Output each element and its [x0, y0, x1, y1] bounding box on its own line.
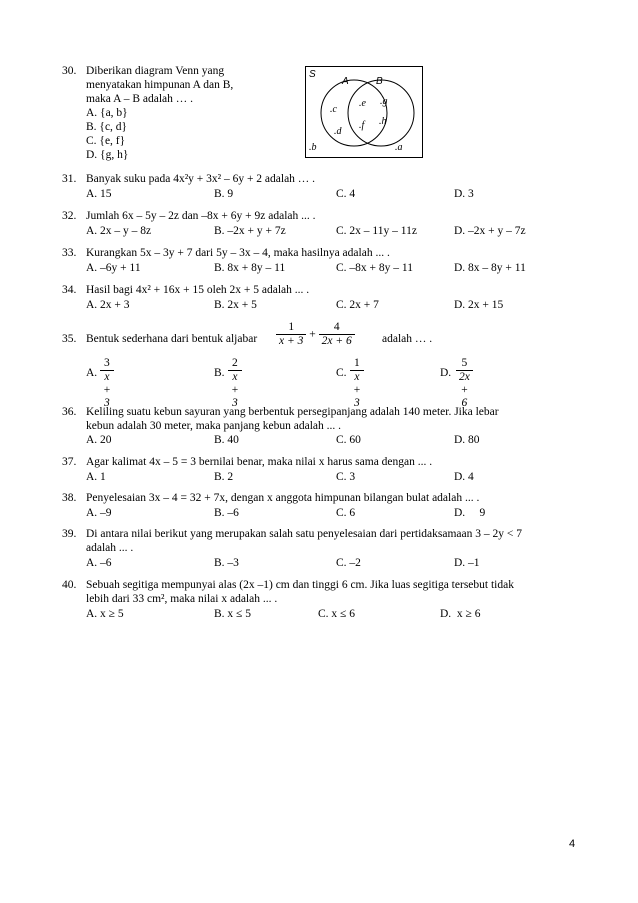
- option-a[interactable]: A. 15: [86, 188, 112, 200]
- question-number: 36.: [62, 406, 77, 418]
- option-b[interactable]: B. 8x + 8y – 11: [214, 262, 286, 274]
- option-a[interactable]: A. {a, b}: [86, 107, 128, 119]
- option-d[interactable]: D. 8x – 8y + 11: [454, 262, 526, 274]
- venn-label-b: B: [376, 76, 383, 87]
- option-b[interactable]: B. {c, d}: [86, 121, 128, 133]
- option-a[interactable]: A. –6y + 11: [86, 262, 141, 274]
- option-c[interactable]: C. 6: [336, 507, 356, 519]
- question-text-line-3: maka A – B adalah … .: [86, 93, 193, 105]
- option-d[interactable]: D. –2x + y – 7z: [454, 225, 526, 237]
- question-number: 35.: [62, 333, 77, 345]
- venn-element-f: .f: [359, 120, 365, 131]
- options: [86, 607, 566, 621]
- question-text-line-2: adalah ... .: [86, 542, 134, 554]
- options: [86, 298, 566, 312]
- option-c[interactable]: C. x ≤ 6: [318, 608, 355, 620]
- option-d[interactable]: D. 80: [454, 434, 480, 446]
- options: [86, 556, 566, 570]
- question-number: 31.: [62, 173, 77, 185]
- question-text-line-1: Sebuah segitiga mempunyai alas (2x –1) cm dan tinggi 6 cm. Jika luas segitiga tersebut tidak: [86, 579, 514, 591]
- options: [86, 187, 566, 201]
- option-b[interactable]: B. x ≤ 5: [214, 608, 251, 620]
- venn-element-g: .g: [380, 96, 388, 107]
- option-a[interactable]: A. –9: [86, 507, 112, 519]
- venn-label-a: A: [342, 76, 349, 87]
- options: [86, 224, 566, 238]
- option-d[interactable]: D. 9: [454, 507, 486, 519]
- option-b[interactable]: B. 9: [214, 188, 234, 200]
- option-d-fraction: $\frac{5}{2x + 6}$: [456, 357, 473, 410]
- option-c[interactable]: C. 2x + 7: [336, 299, 379, 311]
- option-b[interactable]: B. 2x + 5: [214, 299, 257, 311]
- venn-element-h: .h: [379, 116, 387, 127]
- option-a[interactable]: A. x ≥ 5: [86, 608, 124, 620]
- question-text-line-1: Keliling suatu kebun sayuran yang berbentuk persegipanjang adalah 140 meter. Jika lebar: [86, 406, 499, 418]
- venn-label-s: S: [309, 69, 316, 80]
- option-a[interactable]: A. 2x – y – 8z: [86, 225, 152, 237]
- option-c[interactable]: C. –2: [336, 557, 361, 569]
- option-a[interactable]: A. 1: [86, 471, 106, 483]
- question-text-line-2: lebih dari 33 cm², maka nilai x adalah ... .: [86, 593, 278, 605]
- question-35: 35. Bentuk sederhana dari bentuk aljabar $\frac{1}{x + 3}$ + $\frac{4}{2x + 6}$ adalah … . A. $\frac{3}{x + 3}$ B. $\frac{2}{x + 3}$ C. $\frac{1}{x + 3}$ D. $\frac{5}{2x + 6}$: [62, 321, 582, 391]
- option-a[interactable]: A. 2x + 3: [86, 299, 130, 311]
- option-c[interactable]: C. 60: [336, 434, 361, 446]
- option-c-fraction: $\frac{1}{x + 3}$: [350, 357, 364, 410]
- plus-sign: +: [309, 328, 316, 341]
- question-text: Penyelesaian 3x – 4 = 32 + 7x, dengan x anggota himpunan bilangan bulat adalah ... .: [86, 492, 480, 504]
- options: [86, 506, 566, 520]
- option-b[interactable]: B. 2: [214, 471, 234, 483]
- option-c[interactable]: C. 3: [336, 471, 356, 483]
- question-text: Jumlah 6x – 5y – 2z dan –8x + 6y + 9z adalah ... .: [86, 210, 316, 222]
- question-text-line-1: Diberikan diagram Venn yang: [86, 65, 225, 77]
- question-text: Kurangkan 5x – 3y + 7 dari 5y – 3x – 4, maka hasilnya adalah ... .: [86, 247, 390, 259]
- option-c[interactable]: C. –8x + 8y – 11: [336, 262, 413, 274]
- option-a-fraction: $\frac{3}{x + 3}$: [100, 357, 114, 410]
- fraction-2: $\frac{4}{2x + 6}$: [319, 321, 355, 348]
- question-number: 30.: [62, 65, 77, 77]
- option-d[interactable]: D. 2x + 15: [454, 299, 504, 311]
- option-a[interactable]: A. 20: [86, 434, 112, 446]
- page-number: 4: [569, 838, 576, 850]
- option-d[interactable]: D. x ≥ 6: [440, 608, 481, 620]
- question-number: 32.: [62, 210, 77, 222]
- options: [86, 433, 566, 447]
- circle-b: [348, 80, 414, 146]
- question-text-pre: Bentuk sederhana dari bentuk aljabar: [86, 333, 258, 345]
- question-number: 39.: [62, 528, 77, 540]
- question-text: Agar kalimat 4x – 5 = 3 bernilai benar, maka nilai x harus sama dengan ... .: [86, 456, 433, 468]
- fraction-expression: [276, 321, 355, 348]
- option-a[interactable]: A. –6: [86, 557, 112, 569]
- option-b[interactable]: B. 40: [214, 434, 239, 446]
- venn-element-e: .e: [359, 98, 366, 109]
- option-d[interactable]: D. {g, h}: [86, 149, 129, 161]
- option-b[interactable]: B. –3: [214, 557, 239, 569]
- option-c[interactable]: C. {e, f}: [86, 135, 126, 147]
- question-text: Banyak suku pada 4x²y + 3x² – 6y + 2 adalah … .: [86, 173, 316, 185]
- options: [86, 470, 566, 484]
- question-text: Hasil bagi 4x² + 16x + 15 oleh 2x + 5 adalah ... .: [86, 284, 310, 296]
- question-number: 34.: [62, 284, 77, 296]
- question-number: 37.: [62, 456, 77, 468]
- option-c[interactable]: C. 2x – 11y – 11z: [336, 225, 417, 237]
- option-b-fraction: $\frac{2}{x + 3}$: [228, 357, 242, 410]
- option-d[interactable]: D. –1: [454, 557, 480, 569]
- option-d[interactable]: D. 3: [454, 188, 474, 200]
- question-text-line-2: menyatakan himpunan A dan B,: [86, 79, 234, 91]
- options: [86, 261, 566, 275]
- venn-circles: [306, 67, 422, 157]
- venn-element-c: .c: [330, 104, 337, 115]
- option-b[interactable]: B. –2x + y + 7z: [214, 225, 286, 237]
- venn-diagram: [305, 66, 423, 158]
- venn-element-b: .b: [309, 142, 317, 153]
- option-b[interactable]: B. –6: [214, 507, 239, 519]
- fraction-1: $\frac{1}{x + 3}$: [276, 321, 306, 348]
- question-text-post: adalah … .: [382, 333, 433, 345]
- question-number: 40.: [62, 579, 77, 591]
- venn-element-a: .a: [395, 142, 403, 153]
- option-c[interactable]: C. 4: [336, 188, 356, 200]
- question-text-line-1: Di antara nilai berikut yang merupakan salah satu penyelesaian dari pertidaksamaan 3 – 2y < 7: [86, 528, 522, 540]
- venn-element-d: .d: [334, 126, 342, 137]
- question-number: 38.: [62, 492, 77, 504]
- question-text-line-2: kebun adalah 30 meter, maka panjang kebun adalah ... .: [86, 420, 341, 432]
- question-number: 33.: [62, 247, 77, 259]
- option-d[interactable]: D. 4: [454, 471, 474, 483]
